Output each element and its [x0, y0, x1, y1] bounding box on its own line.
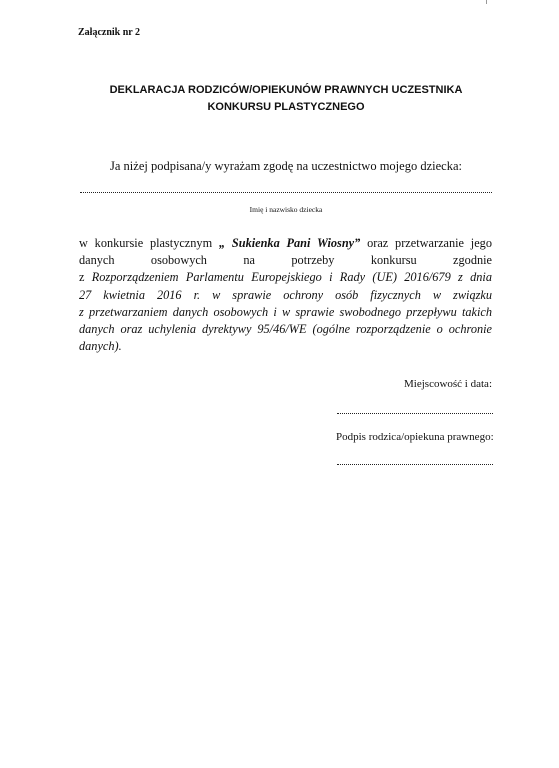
body-text-segment: oraz przetwarzanie jego — [360, 236, 492, 250]
regulation-reference: Rozporządzeniem Parlamentu Europejskiego i Rady (UE) 2016/679 z dnia — [91, 270, 492, 285]
child-name-caption: Imię i nazwisko dziecka — [249, 205, 323, 214]
signature-label: Podpis rodzica/opiekuna prawnego: — [336, 431, 494, 443]
title-line-1: DEKLARACJA RODZICÓW/OPIEKUNÓW PRAWNYCH UCZESTNIKA — [109, 84, 463, 96]
document-title — [60, 82, 512, 116]
child-name-field — [80, 192, 492, 193]
body-line-4: 27 kwietnia 2016 r. w sprawie ochrony osób fizycznych w związku — [79, 287, 492, 302]
consent-statement: Ja niżej podpisana/y wyrażam zgodę na uczestnictwo mojego dziecka: — [110, 159, 462, 173]
body-line-3 — [79, 269, 492, 286]
contest-name: „ Sukienka Pani Wiosny” — [218, 236, 361, 250]
body-line-5: z przetwarzaniem danych osobowych i w sprawie swobodnego przepływu takich — [79, 304, 492, 319]
signature-field — [337, 464, 493, 465]
annex-label: Załącznik nr 2 — [78, 27, 141, 38]
consent-body — [79, 235, 492, 355]
body-line-7: danych). — [79, 339, 122, 354]
scan-mark — [486, 0, 487, 4]
body-text-segment: w konkursie plastycznym — [79, 236, 219, 250]
body-line-2: danych osobowych na potrzeby konkursu zgodnie — [79, 253, 492, 268]
place-date-label: Miejscowość i data: — [404, 378, 492, 390]
title-line-2: KONKURSU PLASTYCZNEGO — [207, 101, 365, 113]
body-line-1 — [79, 235, 492, 252]
place-date-field — [337, 413, 493, 414]
body-text-segment: z — [79, 270, 92, 285]
body-line-6: danych oraz uchylenia dyrektywy 95/46/WE (ogólne rozporządzenie o ochronie — [79, 322, 492, 337]
